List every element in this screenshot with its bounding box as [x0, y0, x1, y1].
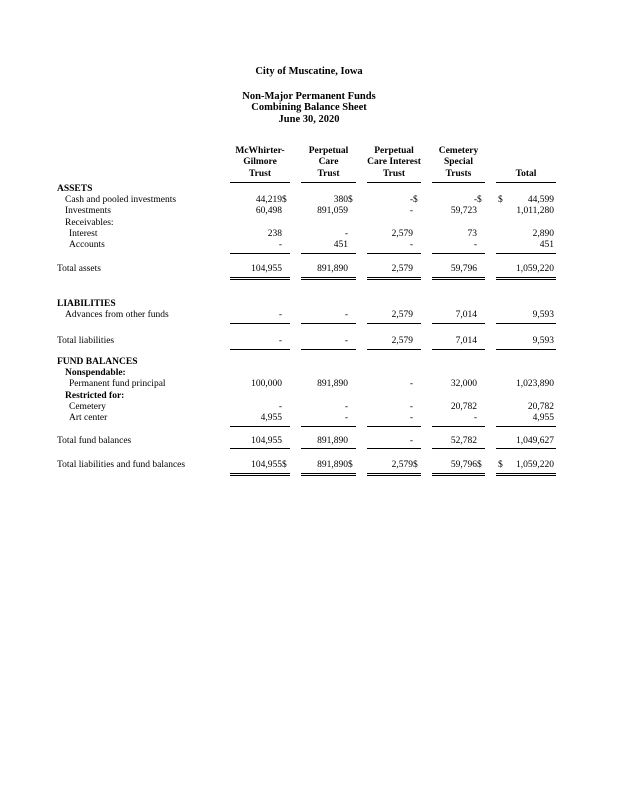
- amount-cell: [367, 336, 421, 347]
- amount-cell: [367, 402, 421, 413]
- document-title: City of Muscatine, Iowa: [255, 66, 363, 77]
- amount-value: 2,579: [391, 459, 413, 470]
- amount-cell: [432, 336, 485, 347]
- amount-cell: [432, 240, 485, 251]
- column-header-line: Perpetual: [308, 146, 349, 157]
- currency-suffix: $: [413, 195, 418, 206]
- amount-cell: [496, 402, 556, 413]
- currency-suffix: $: [477, 195, 482, 206]
- amount-cell: [496, 460, 556, 471]
- amount-value: -: [344, 401, 348, 412]
- table-row: [57, 401, 556, 412]
- amount-value: -: [278, 310, 282, 321]
- amount-cell: [301, 195, 356, 206]
- amount-value: 60,498: [255, 206, 282, 217]
- amount-cell: [230, 460, 290, 471]
- amount-cell: [230, 264, 290, 275]
- row-label: Total liabilities: [57, 336, 115, 347]
- amount-value: 20,782: [527, 401, 554, 412]
- currency-suffix: $: [282, 195, 287, 206]
- amount-value: 104,955: [251, 459, 282, 470]
- amount-value: 1,023,890: [516, 379, 554, 390]
- amount-value: 891,890: [317, 379, 348, 390]
- column-header-line: Trusts: [445, 168, 472, 179]
- amount-cell: [432, 264, 485, 275]
- amount-cell: [301, 336, 356, 347]
- amount-cell: [301, 413, 356, 424]
- amount-value: -: [473, 240, 477, 251]
- table-row: [57, 367, 556, 378]
- amount-cell: [432, 206, 485, 217]
- amount-value: 20,782: [450, 401, 477, 412]
- amount-value: 1,049,627: [516, 435, 554, 446]
- amount-value: 73: [467, 228, 477, 239]
- amount-value: -: [409, 401, 413, 412]
- amount-value: 891,890: [317, 459, 348, 470]
- amount-cell: [230, 336, 290, 347]
- column-header-line: Trust: [317, 168, 340, 179]
- amount-cell: [230, 436, 290, 447]
- table-row: [57, 239, 556, 250]
- row-label: Art center: [69, 413, 108, 424]
- amount-value: 9,593: [532, 336, 554, 347]
- amount-value: 891,890: [317, 263, 348, 274]
- amount-value: -: [409, 195, 413, 206]
- amount-value: 238: [267, 228, 282, 239]
- amount-cell: [301, 229, 356, 240]
- amount-cell: [367, 436, 421, 447]
- row-label: Cemetery: [69, 401, 106, 412]
- statement-name: Combining Balance Sheet: [251, 102, 367, 114]
- table-row: [57, 435, 556, 446]
- amount-value: 32,000: [450, 379, 477, 390]
- amount-value: 2,579: [391, 228, 413, 239]
- amount-value: 9,593: [532, 310, 554, 321]
- amount-cell: [367, 206, 421, 217]
- amount-value: -: [344, 336, 348, 347]
- row-label: ASSETS: [57, 183, 93, 194]
- table-row: [57, 206, 556, 217]
- row-label: Nonspendable:: [65, 368, 126, 379]
- table-row: [57, 459, 556, 470]
- row-label: Advances from other funds: [65, 310, 169, 321]
- report-subtitle: [0, 91, 618, 125]
- column-header-line: Care Interest: [367, 157, 421, 168]
- currency-suffix: $: [477, 459, 482, 470]
- amount-cell: [432, 195, 485, 206]
- amount-value: 451: [333, 240, 348, 251]
- currency-suffix: $: [348, 195, 353, 206]
- column-header-line: Special: [443, 157, 474, 168]
- column-header-line: McWhirter-: [235, 146, 285, 157]
- amount-value: 44,599: [527, 195, 554, 206]
- amount-cell: [230, 240, 290, 251]
- amount-cell: [432, 379, 485, 390]
- row-label: Cash and pooled investments: [65, 195, 177, 206]
- table-row: [57, 390, 556, 401]
- amount-cell: [301, 206, 356, 217]
- row-label: Interest: [69, 228, 98, 239]
- column-header-line: Gilmore: [243, 157, 277, 168]
- column-header: [301, 146, 356, 183]
- amount-value: 380: [333, 195, 348, 206]
- amount-value: 4,955: [532, 413, 554, 424]
- amount-value: 59,796: [450, 263, 477, 274]
- amount-value: 7,014: [455, 336, 477, 347]
- column-header: [496, 146, 556, 183]
- amount-value: -: [278, 336, 282, 347]
- amount-cell: [367, 240, 421, 251]
- row-label: LIABILITIES: [57, 298, 116, 309]
- amount-value: 104,955: [251, 263, 282, 274]
- amount-value: 59,796: [450, 459, 477, 470]
- column-header-line: Cemetery: [438, 146, 479, 157]
- amount-cell: [301, 240, 356, 251]
- amount-cell: [367, 195, 421, 206]
- amount-value: 2,579: [391, 336, 413, 347]
- amount-value: 1,059,220: [516, 263, 554, 274]
- amount-value: -: [409, 435, 413, 446]
- column-header-line: Trust: [383, 168, 405, 179]
- amount-value: -: [473, 413, 477, 424]
- table-row: [57, 379, 556, 390]
- amount-cell: [301, 460, 356, 471]
- amount-value: -: [409, 379, 413, 390]
- amount-cell: [496, 229, 556, 240]
- amount-value: 2,579: [391, 263, 413, 274]
- amount-cell: [496, 379, 556, 390]
- currency-prefix: $: [498, 459, 503, 470]
- amount-value: -: [344, 310, 348, 321]
- amount-cell: [496, 413, 556, 424]
- row-label: Total assets: [57, 263, 101, 274]
- amount-value: 44,219: [255, 195, 282, 206]
- currency-suffix: $: [282, 459, 287, 470]
- amount-cell: [432, 402, 485, 413]
- column-header: [432, 146, 485, 183]
- amount-value: -: [278, 240, 282, 251]
- amount-value: 1,059,220: [516, 459, 554, 470]
- amount-cell: [367, 413, 421, 424]
- amount-cell: [432, 229, 485, 240]
- currency-suffix: $: [348, 459, 353, 470]
- amount-value: 2,890: [532, 228, 554, 239]
- amount-cell: [367, 264, 421, 275]
- row-label: Receivables:: [65, 217, 114, 228]
- amount-cell: [230, 413, 290, 424]
- amount-cell: [230, 310, 290, 321]
- row-label: Permanent fund principal: [69, 379, 166, 390]
- amount-value: 104,955: [251, 435, 282, 446]
- amount-cell: [367, 310, 421, 321]
- table-row: [57, 194, 556, 205]
- statement-date: June 30, 2020: [278, 113, 340, 125]
- amount-cell: [301, 264, 356, 275]
- column-header: [367, 146, 421, 183]
- row-label: Total fund balances: [57, 435, 132, 446]
- column-header-line: Total: [515, 168, 537, 179]
- amount-value: 891,059: [317, 206, 348, 217]
- amount-value: -: [409, 206, 413, 217]
- table-row: [57, 263, 556, 274]
- amount-cell: [230, 229, 290, 240]
- amount-cell: [432, 310, 485, 321]
- amount-value: 52,782: [450, 435, 477, 446]
- table-row: [57, 356, 556, 367]
- amount-cell: [496, 264, 556, 275]
- amount-cell: [496, 206, 556, 217]
- amount-cell: [301, 310, 356, 321]
- report-name: Non-Major Permanent Funds: [242, 91, 376, 102]
- amount-cell: [301, 379, 356, 390]
- table-header-row: [57, 146, 556, 183]
- balance-sheet-table: [57, 146, 556, 470]
- column-header-line: Trust: [249, 168, 271, 179]
- currency-prefix: $: [498, 195, 503, 206]
- amount-value: 100,000: [251, 379, 282, 390]
- amount-cell: [367, 379, 421, 390]
- amount-cell: [432, 436, 485, 447]
- column-header-line: Care: [318, 157, 339, 168]
- column-header: [230, 146, 290, 183]
- table-row: [57, 217, 556, 228]
- amount-value: -: [278, 401, 282, 412]
- amount-cell: [367, 460, 421, 471]
- amount-value: 451: [539, 240, 554, 251]
- amount-cell: [230, 206, 290, 217]
- amount-cell: [230, 195, 290, 206]
- currency-suffix: $: [413, 459, 418, 470]
- amount-cell: [496, 195, 556, 206]
- row-label: Restricted for:: [65, 390, 125, 401]
- row-label: Investments: [65, 206, 111, 217]
- amount-cell: [367, 229, 421, 240]
- amount-cell: [432, 413, 485, 424]
- amount-cell: [496, 436, 556, 447]
- amount-value: -: [409, 413, 413, 424]
- amount-cell: [301, 402, 356, 413]
- amount-value: 59,723: [450, 206, 477, 217]
- table-row: [57, 228, 556, 239]
- amount-value: -: [344, 413, 348, 424]
- amount-cell: [230, 379, 290, 390]
- amount-cell: [301, 436, 356, 447]
- amount-value: -: [409, 240, 413, 251]
- amount-value: -: [344, 228, 348, 239]
- amount-value: 891,890: [317, 435, 348, 446]
- amount-value: 2,579: [391, 310, 413, 321]
- amount-cell: [496, 310, 556, 321]
- amount-value: 4,955: [260, 413, 282, 424]
- row-label: Accounts: [69, 240, 105, 251]
- amount-value: 7,014: [455, 310, 477, 321]
- row-label: Total liabilities and fund balances: [57, 459, 186, 470]
- table-row: [57, 412, 556, 423]
- table-row: [57, 183, 556, 194]
- table-row: [57, 309, 556, 320]
- table-row: [57, 298, 556, 309]
- amount-cell: [496, 240, 556, 251]
- row-label: FUND BALANCES: [57, 356, 138, 367]
- amount-cell: [230, 402, 290, 413]
- table-row: [57, 336, 556, 347]
- amount-cell: [496, 336, 556, 347]
- amount-value: -: [473, 195, 477, 206]
- column-header-line: Perpetual: [374, 146, 414, 157]
- amount-value: 1,011,280: [516, 206, 554, 217]
- amount-cell: [432, 460, 485, 471]
